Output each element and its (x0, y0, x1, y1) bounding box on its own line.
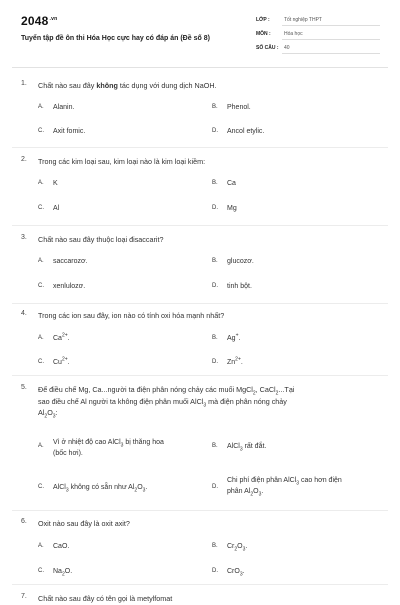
question-divider (12, 147, 388, 148)
question-text: Trong các kim loại sau, kim loại nào là kim loại kiềm: (38, 157, 206, 166)
question-divider (12, 375, 388, 376)
question-text: Oxit nào sau đây là oxit axit? (38, 519, 130, 528)
question-text: Chất nào sau đây không tác dụng với dung dịch NaOH. (38, 81, 217, 90)
question-divider (12, 225, 388, 226)
site-logo[interactable]: $2048^{.vn}$ (21, 14, 58, 28)
question-divider (12, 303, 388, 304)
question-text: Chất nào sau đây thuộc loại đisaccarit? (38, 235, 164, 244)
question-text: Trong các ion sau đây, ion nào có tính oxi hóa mạnh nhất? (38, 311, 225, 320)
question-text: Chất nào sau đây có tên gọi là metylfomat (38, 594, 173, 603)
question-divider (12, 584, 388, 585)
exam-title: Tuyển tập đề ôn thi Hóa Học cực hay có đáp án (Đề số 8) (21, 35, 210, 42)
header-divider (12, 67, 388, 68)
question-text: Để điều chế Mg, Ca...người ta điện phân nóng chảy các muối MgCl$_2$, CaCl$_2$...Tại sao điều chế Al người ta không điện phân muối AlCl$_3$ mà điện phân nóng chảy $Al_2O_3$: (38, 385, 295, 420)
exam-page: $2048^{.vn}$ Tuyển tập đề ôn thi Hóa Học cực hay có đáp án (Đề số 8) LỚP : Tốt nghiệp THPT MÔN : Hóa học SỐ CÂU : 40 1. Chất nào sau đây không tác dụng với dung dịch NaOH. A. Alanin. B. Phenol. C. Axit fomic. D. Ancol etylic. 2. Trong các kim loại sau, kim loại nào là kim loại kiềm: A. K B. Ca C. Al D. Mg 3. Chất nào sau đây thuộc loại đisaccarit? A. saccarozơ. B. glucozơ. C. xenlulozơ. D. tinh bột. 4. Trong các ion sau đây, ion nào có tính oxi hóa mạnh nhất? A. $Ca^{2+}$. B. Ag+. C. $Cu^{2+}$. D. $Zn^{2+}$. 5. Để điều chế Mg, Ca...người ta điện phân nóng chảy các muối MgCl$_2$, CaCl$_2$...Tại sao điều chế Al người ta không điện phân muối AlCl$_3$ mà điện phân nóng chảy $Al_2O_3$: A. Vì ở nhiệt độ cao AlCl$_3$ bị thăng hoa (bốc hơi). B. AlCl$_3$ rất đắt. C. AlCl$_3$ không có sẵn như $Al_2O_3$. D. Chi phí điện phân AlCl$_3$ cao hơn điện phân $Al_2O_3$. 6. Oxit nào sau đây là oxit axit? A. CaO. B. $Cr_2O_3$. C. $Na_2O$. D. CrO$_3$. 7. Chất nào sau đây có tên gọi là metylfomat (0, 0, 400, 600)
exam-header: $2048^{.vn}$ Tuyển tập đề ôn thi Hóa Học cực hay có đáp án (Đề số 8) LỚP : Tốt nghiệp THPT MÔN : Hóa học SỐ CÂU : 40 (0, 0, 400, 66)
question-divider (12, 510, 388, 511)
